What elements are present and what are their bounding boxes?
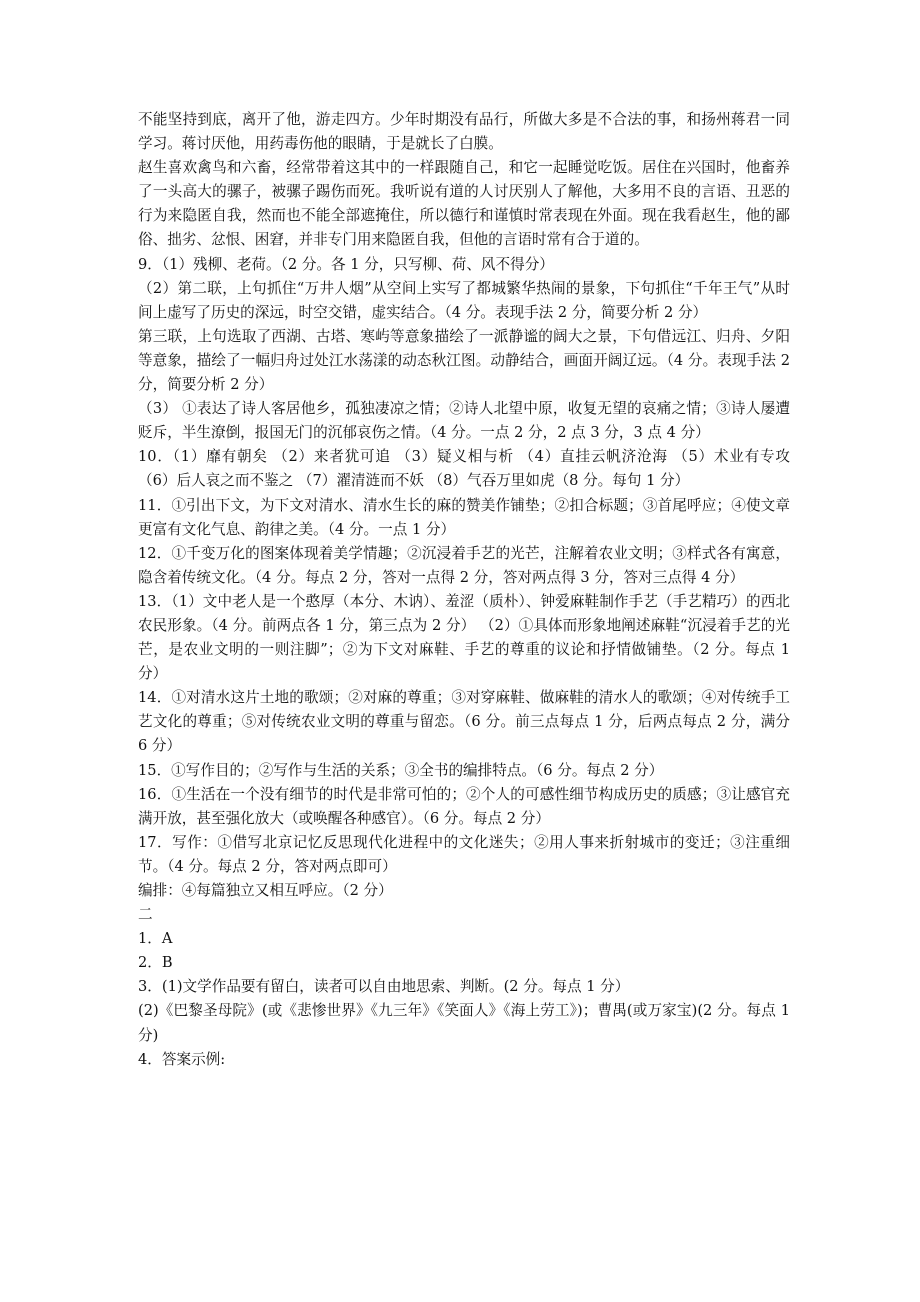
answer-12: 12．①千变万化的图案体现着美学情趣；②沉浸着手艺的光芒，注解着农业文明；③样式各有寓意，隐含着传统文化。（4 分。每点 2 分，答对一点得 2 分，答对两点得 3 分，答对三点得 4 分） [138,544,790,586]
section2-answer-2: 2．B [138,954,173,972]
section2-answer-3-1: 3．(1)文学作品要有留白，读者可以自由地思索、判断。(2 分。每点 1 分） [138,978,630,996]
section2-answer-3-2: (2)《巴黎圣母院》(或《悲惨世界》《九三年》《笑面人》《海上劳工》)；曹禺(或万家宝)(2 分。每点 1 分) [138,1002,790,1044]
answer-11: 11．①引出下文，为下文对清水、清水生长的麻的赞美作铺垫；②扣合标题；③首尾呼应；④使文章更富有文化气息、韵律之美。（4 分。一点 1 分） [138,496,790,538]
answer-9-2-cont: 第三联，上句选取了西湖、古塔、寒屿等意象描绘了一派静谧的阔大之景，下句借远江、归舟、夕阳等意象，描绘了一幅归舟过处江水荡漾的动态秋江图。动静结合，画面开阔辽远。（4 分。表现手法 2 分，简要分析 2 分） [138,327,790,394]
paragraph-translation-1: 不能坚持到底，离开了他，游走四方。少年时期没有品行，所做大多是不合法的事，和扬州蒋君一同学习。蒋讨厌他，用药毒伤他的眼睛，于是就长了白膜。 [138,111,790,153]
answer-9-3: （3） ①表达了诗人客居他乡，孤独凄凉之情；②诗人北望中原，收复无望的哀痛之情；③诗人屡遭贬斥，半生潦倒，报国无门的沉郁哀伤之情。（4 分。一点 2 分，2 点 3 分，3 点 4 分） [138,400,790,442]
section2-answer-4: 4．答案示例: [138,1050,226,1068]
document-body [138,108,790,1072]
answer-10: 10．（1）靡有朝矣 （2）来者犹可追 （3）疑义相与析 （4）直挂云帆济沧海 （5）术业有专攻 （6）后人哀之而不鉴之 （7）濯清涟而不妖 （8）气吞万里如虎（8 分。每句 1 分） [138,448,790,490]
answer-13: 13．（1）文中老人是一个憨厚（本分、木讷）、羞涩（质朴）、钟爱麻鞋制作手艺（手艺精巧）的西北农民形象。（4 分。前两点各 1 分，第三点为 2 分） （2）①具体而形象地阐述麻鞋“沉浸着手艺的光芒，是农业文明的一则注脚”；②为下文对麻鞋、手艺的尊重的议论和抒情做铺垫。（2 分。每点 1 分） [138,592,790,683]
answer-16: 16．①生活在一个没有细节的时代是非常可怕的；②个人的可感性细节构成历史的质感；③让感官充满开放，甚至强化放大（或唤醒各种感官）。（6 分。每点 2 分） [138,785,790,827]
section-heading-two: 二 [138,906,153,924]
answer-17-writing: 17．写作：①借写北京记忆反思现代化进程中的文化迷失；②用人事来折射城市的变迁；③注重细节。（4 分。每点 2 分，答对两点即可） [138,833,790,875]
answer-17-layout: 编排：④每篇独立又相互呼应。（2 分） [138,882,393,899]
answer-9-2: （2）第二联，上句抓住“万井人烟”从空间上实写了都城繁华热闹的景象，下句抓住“千年王气”从时间上虚写了历史的深远，时空交错，虚实结合。（4 分。表现手法 2 分，简要分析 2 分） [138,279,790,321]
section2-answer-1: 1．A [138,930,173,948]
answer-14: 14．①对清水这片土地的歌颂；②对麻的尊重；③对穿麻鞋、做麻鞋的清水人的歌颂；④对传统手工艺文化的尊重；⑤对传统农业文明的尊重与留恋。（6 分。前三点每点 1 分，后两点每点 2 分，满分 6 分） [138,689,790,755]
answer-15: 15．①写作目的；②写作与生活的关系；③全书的编排特点。（6 分。每点 2 分） [138,761,664,779]
answer-9-1: 9．（1）残柳、老荷。（2 分。各 1 分，只写柳、荷、风不得分） [138,255,554,273]
paragraph-translation-2: 赵生喜欢禽鸟和六畜，经常带着这其中的一样跟随自己，和它一起睡觉吃饭。居住在兴国时，他畜养了一头高大的骡子，被骡子踢伤而死。我听说有道的人讨厌别人了解他，大多用不良的言语、丑恶的行为来隐匿自我，然而也不能全部遮掩住，所以德行和谨慎时常表现在外面。现在我看赵生，他的鄙俗、拙劣、忿恨、困窘，并非专门用来隐匿自我，但他的言语时常有合于道的。 [138,159,790,249]
